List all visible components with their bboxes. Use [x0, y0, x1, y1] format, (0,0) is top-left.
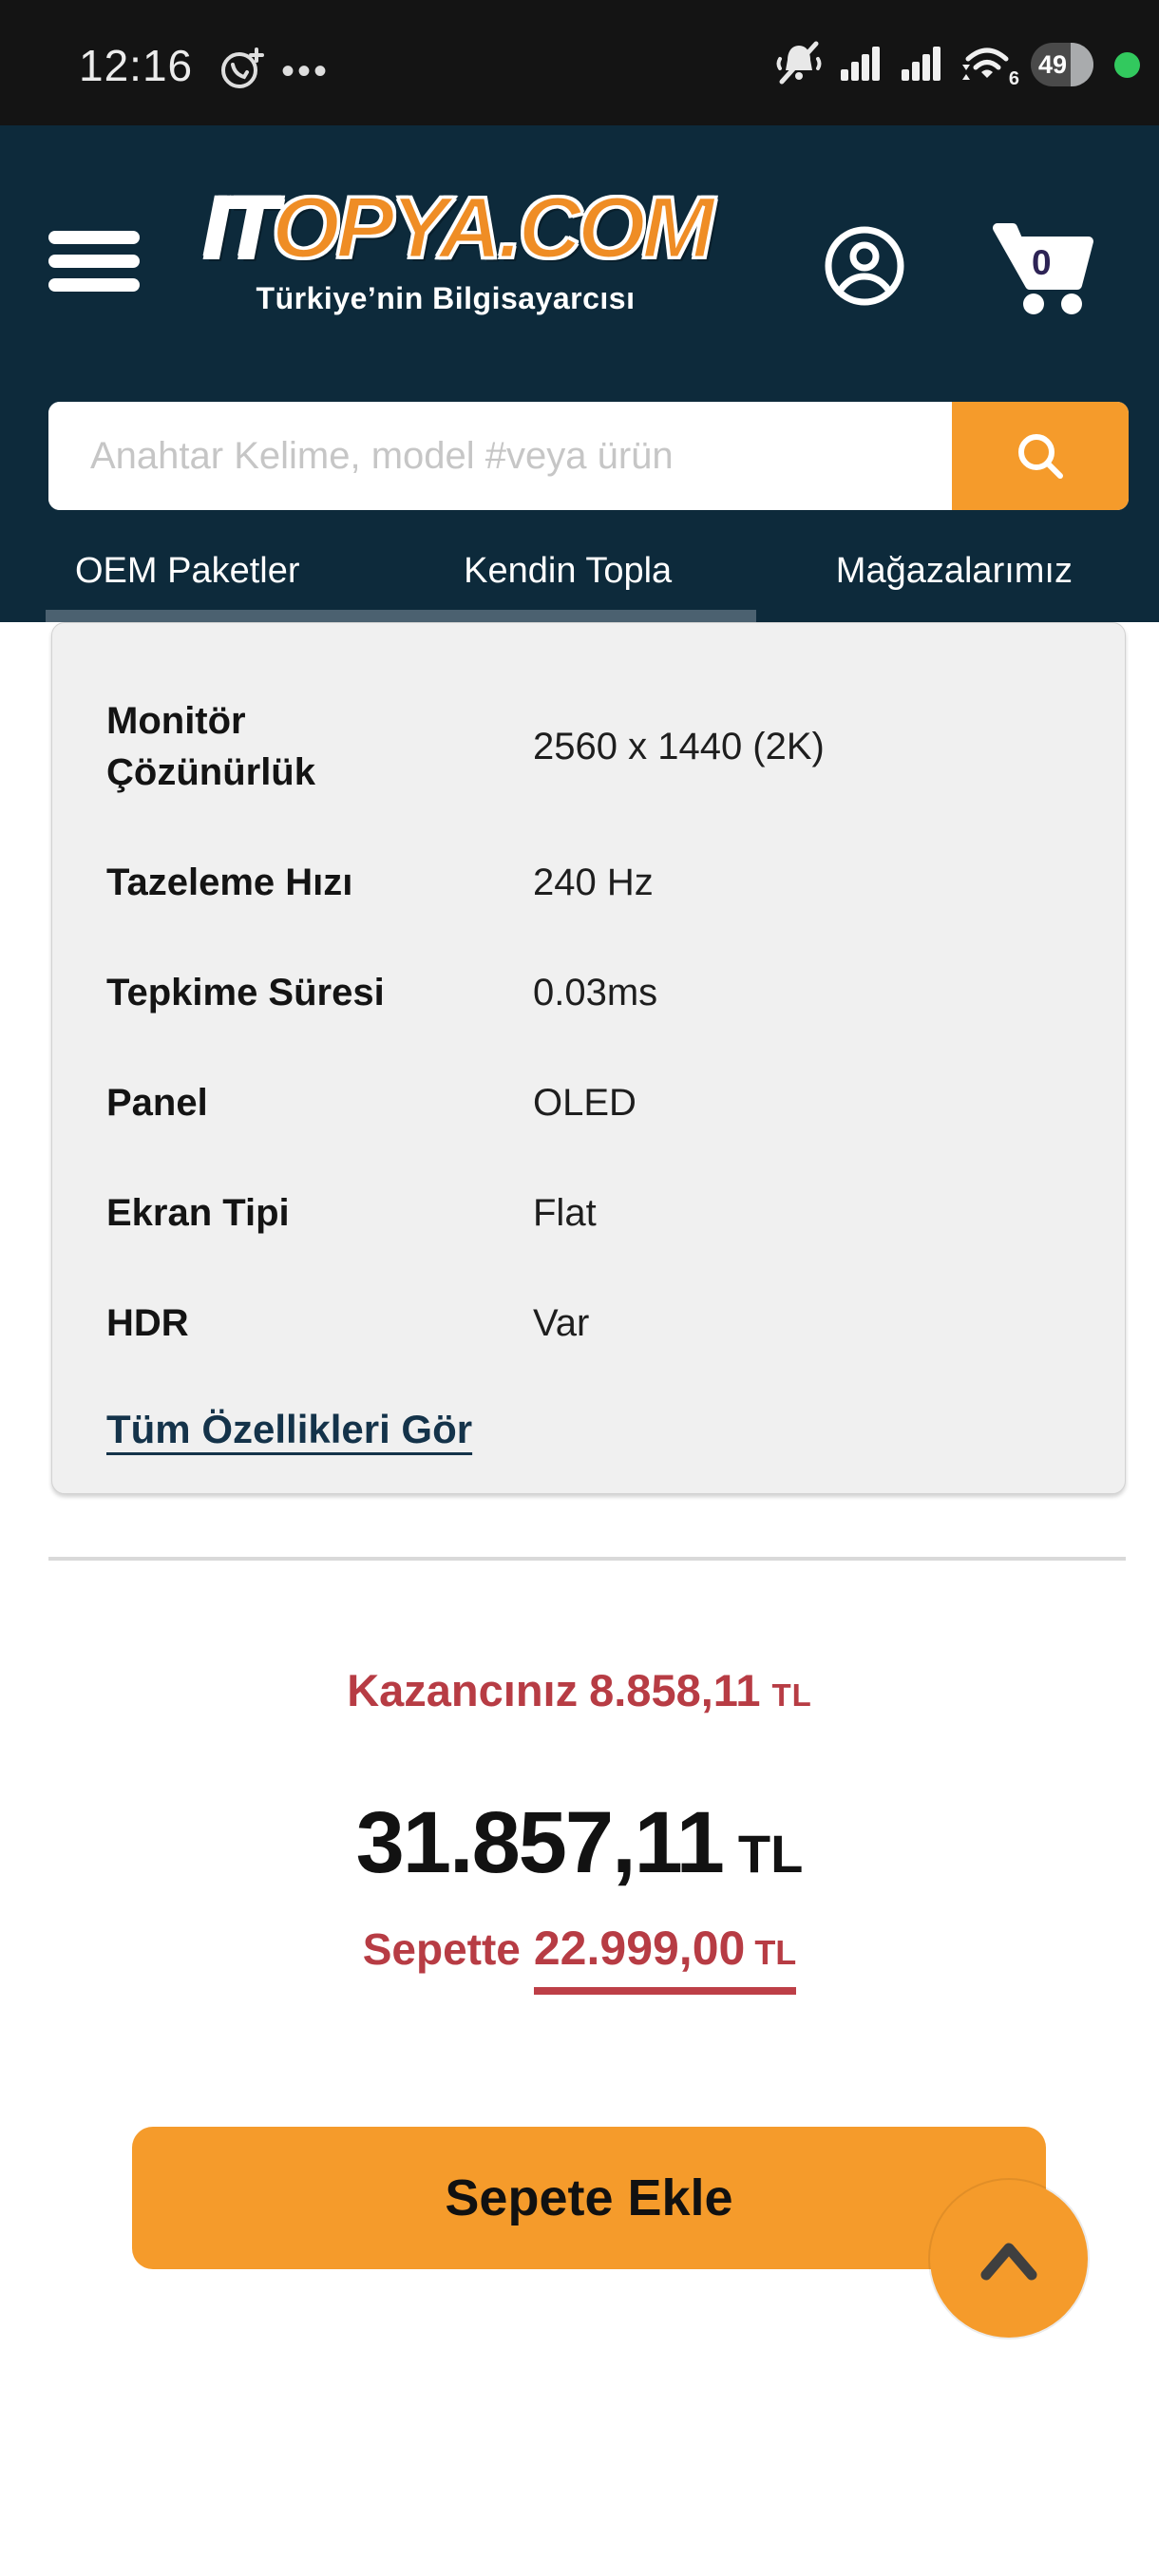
battery-fill	[1071, 43, 1093, 86]
gain-label: Kazancınız	[347, 1665, 579, 1715]
app-header	[0, 125, 1159, 622]
search-bar	[48, 402, 1129, 510]
logo-suffix: OPYA.COM	[272, 180, 712, 276]
clock: 12:16	[79, 41, 194, 90]
menu-bar	[48, 255, 140, 268]
spec-value: Flat	[533, 1191, 597, 1234]
logo-text	[203, 180, 712, 276]
search-input[interactable]	[48, 402, 952, 510]
cellular-signal-icon-sim1	[837, 39, 884, 91]
cart-count-badge: 0	[1032, 243, 1052, 282]
cellular-signal-icon-sim2	[898, 39, 945, 91]
category-tabs	[0, 543, 1159, 598]
spec-value: Var	[533, 1301, 590, 1344]
spec-label: Panel	[106, 1082, 208, 1124]
tab-oem-paketler[interactable]: OEM Paketler	[75, 550, 300, 591]
list-price: 31.857,11	[355, 1794, 723, 1891]
status-bar	[0, 0, 1159, 125]
spec-row	[106, 1285, 1087, 1361]
spec-value: 240 Hz	[533, 861, 654, 903]
spec-value: 0.03ms	[533, 971, 658, 1013]
cart-price: 22.999,00	[533, 1922, 746, 1975]
status-left-icons	[218, 46, 330, 96]
gain-currency: TL	[771, 1677, 812, 1713]
list-price-currency: TL	[737, 1824, 804, 1884]
spec-label: Tepkime Süresi	[106, 972, 385, 1013]
spec-label: HDR	[106, 1302, 189, 1344]
logo[interactable]	[203, 180, 712, 316]
list-price-line	[0, 1793, 1159, 1893]
whatsapp-notification-icon	[218, 46, 264, 96]
tabs-scrollbar-thumb[interactable]	[46, 610, 756, 622]
search-button[interactable]	[952, 402, 1129, 510]
account-button[interactable]	[824, 225, 905, 307]
spec-card	[51, 622, 1126, 1494]
cart-price-label: Sepette	[362, 1924, 521, 1974]
tab-magazalarimiz[interactable]: Mağazalarımız	[835, 550, 1073, 591]
spec-label: Ekran Tipi	[106, 1192, 290, 1234]
add-to-cart-button[interactable]: Sepete Ekle	[132, 2127, 1046, 2269]
gain-line	[0, 1664, 1159, 1716]
chevron-up-icon	[973, 2235, 1045, 2282]
spec-value: OLED	[533, 1081, 636, 1124]
spec-row	[106, 1065, 1087, 1141]
mute-vibrate-icon	[774, 38, 824, 92]
all-features-link[interactable]: Tüm Özellikleri Gör	[106, 1407, 473, 1451]
wifi-6-icon	[959, 38, 1017, 92]
spec-row	[106, 844, 1087, 920]
tab-kendin-topla[interactable]: Kendin Topla	[464, 550, 673, 591]
cart-price-underline	[534, 1921, 796, 1995]
logo-prefix: IT	[203, 180, 273, 276]
menu-bar	[48, 231, 140, 244]
battery-percent: 49	[1038, 50, 1068, 79]
more-notifications-icon: •••	[281, 49, 331, 92]
status-right-icons	[774, 38, 1140, 91]
logo-tagline: Türkiye’nin Bilgisayarcısı	[256, 281, 636, 315]
spec-row	[106, 1175, 1087, 1251]
menu-button[interactable]	[48, 231, 140, 292]
wifi-standard-label: 6	[1008, 67, 1019, 89]
spec-value: 2560 x 1440 (2K)	[533, 725, 825, 767]
battery-icon	[1031, 43, 1093, 86]
section-divider	[48, 1557, 1126, 1561]
account-icon	[824, 225, 905, 307]
spec-row	[106, 675, 1087, 818]
spec-row	[106, 955, 1087, 1031]
gain-amount: 8.858,11	[589, 1665, 761, 1715]
scroll-to-top-button[interactable]	[930, 2180, 1088, 2338]
spec-label: Monitör Çözünürlük	[106, 700, 315, 793]
cart-button[interactable]	[990, 218, 1096, 317]
camera-indicator-dot	[1114, 52, 1140, 78]
cart-price-currency: TL	[754, 1933, 797, 1972]
spec-label: Tazeleme Hızı	[106, 862, 353, 903]
cart-price-line	[0, 1921, 1159, 1995]
search-icon	[1013, 428, 1068, 483]
android-navigation-bar	[0, 2451, 1159, 2576]
menu-bar	[48, 278, 140, 292]
